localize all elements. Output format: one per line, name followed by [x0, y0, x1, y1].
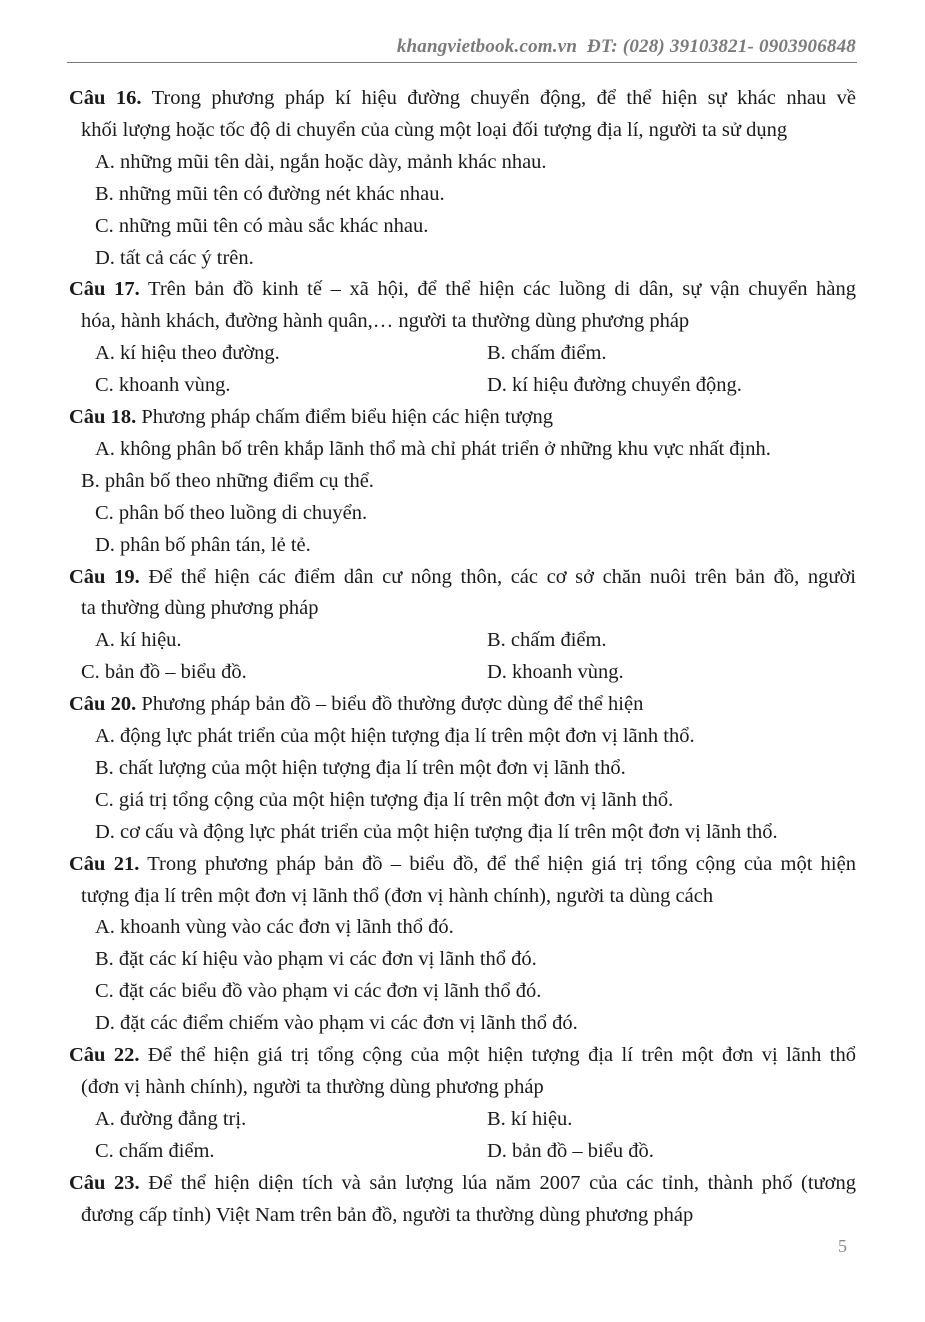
- answer-option: B. chấm điểm.: [487, 342, 607, 365]
- question-number: Câu 17.: [69, 278, 140, 301]
- question-text: Phương pháp bản đồ – biểu đồ thường được dùng để thể hiện: [141, 693, 644, 716]
- answer-option: B. kí hiệu.: [487, 1107, 573, 1130]
- question-text: khối lượng hoặc tốc độ di chuyển của cùng một loại đối tượng địa lí, người ta sử dụng: [81, 118, 788, 141]
- answer-option: D. phân bố phân tán, lẻ tẻ.: [95, 533, 311, 556]
- answer-option: D. tất cả các ý trên.: [95, 246, 254, 269]
- question-stem-line: [69, 401, 856, 433]
- answer-option: A. đường đẳng trị.: [95, 1107, 247, 1130]
- question-text: Để thể hiện các điểm dân cư nông thôn, các cơ sở chăn nuôi trên bản đồ, người: [148, 565, 856, 588]
- question-text: Trên bản đồ kinh tế – xã hội, để thể hiện các luồng di dân, sự vận chuyển hàng: [148, 278, 856, 301]
- answer-option: C. đặt các biểu đồ vào phạm vi các đơn vị lãnh thổ đó.: [95, 980, 542, 1003]
- answer-option: D. bản đồ – biểu đồ.: [487, 1139, 654, 1162]
- answer-option: B. chấm điểm.: [487, 629, 607, 652]
- question-number: Câu 20.: [69, 693, 137, 716]
- answer-option: C. những mũi tên có màu sắc khác nhau.: [95, 214, 429, 237]
- question-number: Câu 18.: [69, 406, 137, 428]
- answer-option: A. khoanh vùng vào các đơn vị lãnh thổ đó.: [95, 916, 454, 939]
- question-number: Câu 23.: [69, 1171, 140, 1194]
- answer-option: C. bản đồ – biểu đồ.: [81, 661, 247, 684]
- question-text: Phương pháp chấm điểm biểu hiện các hiện tượng: [141, 406, 554, 428]
- question-text: Trong phương pháp bản đồ – biểu đồ, để thể hiện giá trị tổng cộng của một hiện: [147, 852, 856, 875]
- question-text: đương cấp tỉnh) Việt Nam trên bản đồ, người ta thường dùng phương pháp: [81, 1203, 694, 1226]
- answer-option: B. những mũi tên có đường nét khác nhau.: [95, 182, 445, 205]
- answer-option: D. khoanh vùng.: [487, 661, 624, 684]
- question-stem-line: [69, 561, 856, 593]
- question-text: Trong phương pháp kí hiệu đường chuyển động, để thể hiện sự khác nhau về: [151, 87, 856, 109]
- answer-option: B. phân bố theo những điểm cụ thể.: [81, 469, 374, 492]
- answer-option: C. chấm điểm.: [95, 1139, 215, 1162]
- question-text: Để thể hiện diện tích và sản lượng lúa năm 2007 của các tỉnh, thành phố (tương: [148, 1171, 857, 1194]
- answer-option: D. kí hiệu đường chuyển động.: [487, 374, 742, 397]
- question-stem-line: [69, 1039, 856, 1071]
- question-number: Câu 16.: [69, 87, 142, 109]
- question-stem-line: [69, 848, 856, 880]
- question-stem-line: [69, 1167, 856, 1199]
- question-number: Câu 22.: [69, 1044, 140, 1066]
- header-divider: [67, 62, 857, 63]
- question-text: hóa, hành khách, đường hành quân,… người ta thường dùng phương pháp: [81, 310, 690, 333]
- question-stem-line: [69, 273, 856, 305]
- answer-option: A. kí hiệu theo đường.: [95, 342, 280, 365]
- answer-option: A. những mũi tên dài, ngắn hoặc dày, mảnh khác nhau.: [95, 150, 547, 173]
- answer-option: A. động lực phát triển của một hiện tượng địa lí trên một đơn vị lãnh thổ.: [95, 725, 695, 747]
- question-stem-line: [69, 688, 856, 720]
- question-text: tượng địa lí trên một đơn vị lãnh thổ (đơn vị hành chính), người ta dùng cách: [81, 884, 714, 907]
- question-stem-line: [81, 1199, 856, 1231]
- answer-option: B. đặt các kí hiệu vào phạm vi các đơn vị lãnh thổ đó.: [95, 948, 537, 971]
- question-text: Để thể hiện giá trị tổng cộng của một hiện tượng địa lí trên một đơn vị lãnh thổ: [147, 1044, 856, 1066]
- answer-option: C. phân bố theo luồng di chuyển.: [95, 501, 368, 524]
- page-header: [380, 36, 856, 58]
- question-stem-line: [81, 114, 856, 146]
- answer-option: A. kí hiệu.: [95, 629, 182, 652]
- question-number: Câu 21.: [69, 852, 140, 875]
- answer-option: B. chất lượng của một hiện tượng địa lí trên một đơn vị lãnh thổ.: [95, 756, 626, 779]
- header-phone: ĐT: (028) 39103821- 0903906848: [587, 36, 856, 57]
- answer-option: D. đặt các điểm chiếm vào phạm vi các đơn vị lãnh thổ đó.: [95, 1012, 578, 1035]
- question-text: (đơn vị hành chính), người ta thường dùng phương pháp: [81, 1075, 544, 1098]
- question-number: Câu 19.: [69, 565, 140, 588]
- question-text: ta thường dùng phương pháp: [81, 597, 319, 620]
- question-stem-line: [69, 82, 856, 114]
- page-number: 5: [838, 1236, 847, 1256]
- answer-option: A. không phân bố trên khắp lãnh thổ mà chỉ phát triển ở những khu vực nhất định.: [95, 437, 771, 460]
- question-stem-line: [81, 1071, 856, 1103]
- answer-option: C. khoanh vùng.: [95, 374, 231, 397]
- question-stem-line: [81, 592, 856, 624]
- question-stem-line: [81, 880, 856, 912]
- question-stem-line: [81, 305, 856, 337]
- answer-option: D. cơ cấu và động lực phát triển của một hiện tượng địa lí trên một đơn vị lãnh thổ.: [95, 820, 778, 843]
- answer-option: C. giá trị tổng cộng của một hiện tượng địa lí trên một đơn vị lãnh thổ.: [95, 788, 674, 811]
- header-website: khangvietbook.com.vn: [396, 36, 578, 57]
